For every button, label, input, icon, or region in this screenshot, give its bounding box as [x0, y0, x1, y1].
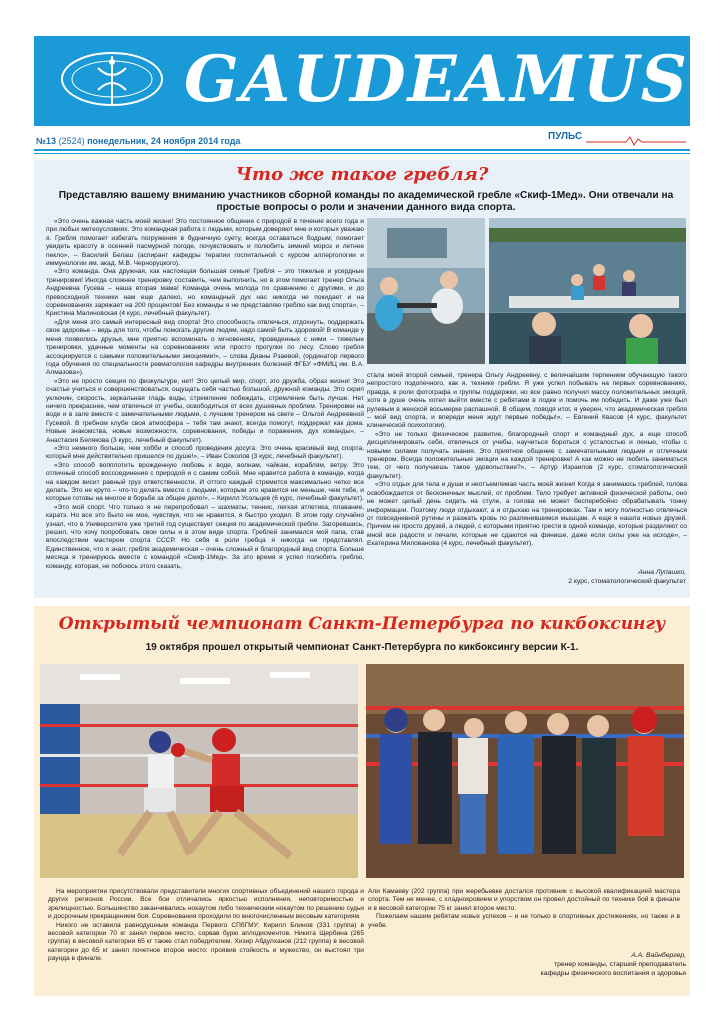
article-kickboxing — [34, 606, 690, 996]
issue-info: №13 (2524) понедельник, 24 ноября 2014 года — [36, 136, 241, 146]
photo-kickboxing-fight — [40, 664, 358, 878]
article-title: Что же такое гребля? — [235, 164, 489, 185]
article-lead: Представляю вашему вниманию участников сборной команды по академической гребле «Скиф-1Мед». Они отвечали на простые вопросы о роли и значении данного вида спорта. — [58, 190, 674, 213]
photo-rowing-training — [367, 218, 485, 364]
article-column-right: Али Камаеву (202 группа) при жеребьевке достался противник с высокой квалификацией мастера спорта. Тем не менее, с хладнокровием и упорством он провел достойный по технике бой в финале и в весовой категории 75 кг занял второе место. Пожелаем нашим ребятам новых успехов – и не только в спортивных достижениях, но также и в учебе. — [368, 888, 680, 929]
newspaper-title: GAUDEAMUS — [184, 42, 689, 117]
university-logo-icon — [58, 48, 166, 110]
pulse-line-icon — [586, 136, 686, 146]
article-column-right: стала моей второй семьей, тренера Ольгу Андреевну, с величайшим терпением обучающую такого непростого подопечного, как я, технике гребли. Я уже успел побывать на первых соревнованиях, правда, в роли фотографа и группы поддержки, но все равно получил массу положительных эмоций, хотя в душе очень хотел выйти вместе с ребятами в лодке и помочь им победить. И даже уже был рулевым в женской восьмерке распашной. В общем, поводя итог, я уверен, что академическая гребля – мой вид спорта, и впереди меня ждут первые победы!», – Евгений Квасов (4 курс, факультет клинической психологии). «Это не только физическое развитие, благородный спорт и командный дух, а еще способ дисциплинировать себя, отвлечься от учебы, научиться бороться с усталостью и ленью, чтобы с новыми силами получать знания. Это приятное общение с замечательными людьми и отличным тренером. Всегда положительные эмоции на каждой тренировке! А как можно не любить заниматься тем, от чего получаешь такое удовольствие?», – Артур Израилов (2 курс, стоматологический факультет). «Это отдых для тела и души и неотъемлемая часть моей жизни! Когда я занимаюсь греблей, голова освобождается от бесконечных мыслей, от проблем. Тело требует активной физической работы, оно не может целый день сидеть на стуле, а голова не может бесперебойно обрабатывать тонну информации. Поэтому люди отдыхают, а я отдыхаю на тренировках. Там я могу полностью отвлечься от повседневной рутины и разжать кровь по разленившимся мышцам. А еще я нашла новых друзей. Причем не просто друзей, а людей, с которыми приятно грести в одной команде, которые разделяют со мной все радости и печали, которые не сдаются на финише, даже если силы уже на исходе», – Екатерина Милованова (4 курс, лечебный факультет). — [367, 372, 687, 548]
article-lead: 19 октября прошел открытый чемпионат Санкт-Петербурга по кикбоксингу версии К-1. — [145, 642, 579, 653]
photo-rowing-team-boat — [489, 218, 686, 364]
article-rowing — [34, 160, 690, 598]
article-signature: Анна Лупашко, 2 курс, стоматологический факультет — [568, 569, 686, 585]
article-title: Открытый чемпионат Санкт-Петербурга по кикбоксингу — [58, 614, 666, 634]
header-rule-thin — [34, 153, 690, 154]
photo-kickboxing-team — [366, 664, 684, 878]
article-signature: А.А. Вайнбергер, тренер команды, старший преподаватель кафедры физического воспитания и здоровья — [540, 952, 686, 977]
masthead — [34, 36, 690, 126]
header-rule — [34, 149, 690, 151]
article-column-left: «Это очень важная часть моей жизни! Это постоянное общение с природой в течение всего года и при любых метеоусловиях. Это командная работа с людьми, которым доверяют мне и которых уважаю я. Гребля помогает избегать погружения в будничную суету, всегда оставаться бодрым; помогает увидеть красоту в осенней пасмурной погоде, почувствовать и полюбить зимний мороз и летнее пекло», – Василий Белаш (аспирант кафедры терапии госпитальной с курсом аллергологии и иммунологии им. акад. М.В. Черноруцкого). «Это команда. Она дружная, как настоящая большая семья! Гребля – это тяжелые и усердные тренировки! Иногда сложнее тренировку составить, чем выполнить, но в этом помогает тренер Ольга Андреевна Гусева – наша вторая мама! Команда очень молода по сравнению с другими, и до превосходной техники нам еще далеко, но командный дух нас никогда не покидает и на соревнованиях заряжает на 200 процентов! Без команды я не представляю греблю как вид спорта», – Кристина Малиновская (4 курс, лечебный факультет). «Для меня это самый интересный вид спорта! Это способность отвлечься, отдохнуть, поддержать свое здоровье – ведь для того, чтобы помогать другим людям, надо самой быть здоровой! В команде у меня появились друзья, мне приятно вспоминать о мгновениях, проведенных с ними – тяжелые тренировки, удачные моменты на соревнованиях или просто прогулки по лесу. Слово гребля ассоциируется с самыми положительными эмоциями!», – слова Дианы Рзаевой, (ординатор первого года обучения по специальности ревматология кафедры внутренних болезней ФГБУ «ФМИЦ им. В.А. Алмазова»). «Это не просто секция по физкультуре, нет! Это целый мир, спорт, это дружба, образ жизни! Это счастье учиться и совершенствоваться, ощущать себя частью большой, дружной команды. Это скрип уключин, скорость, зеркальная гладь воды, стремление побеждать, стремление быть лучше. Нет ничего прекраснее, чем отвлечься от учебы, освободиться от всех душевных проблем. Тренировки на воде и в зале вместе с замечательными людьми, с лучшим тренером на свете – Ольгой Андреевной Гусевой. В гребном клубе своя атмосфера – тебя там знают, всегда помогут, поддержат как дома. Новые знакомства, новые возможности, соревнования, победы и поражения, дух команды», – Анастасия Белякова (3 курс, лечебный факультет). «Это немного больше, чем хобби и способ проведения досуга. Это очень красивый вид спорта, который мне действительно пришелся по душе!», – Иван Соколов (3 курс, лечебный факультет). «Это способ вопплотить врожденную любовь к воде, волнам, чайкам, кораблям, ветру. Это отличный способ воссоединения с природой и с самим собой. Мне нравится работа в команде, когда на каждом висит равный груз ответственности. И оттого каждый стремится максимально четко все делать. Это не круто – что-то делать вместе с людьми, которым это нравится не меньше, чем тебе, и которые готовы на многое в борьбе за общее дело!», – Кирилл Усольцев (6 курс, лечебный факультет). «Это мой спорт. Что только я не перепробовал – шахматы, теннис, легкая атлетика, плавание, каратэ. Но все это было не мое, чувствуя, что не нравится, я быстро уходил. В этом году случайно узнал, что в Университете уже третий год существует секция по академической гребле. Загоревшись, решил, что хочу попробовать свои силы и в этом виде спорта. Греблей занимался мой папа, став впоследствии мастером спорта СССР. Но себя в роли гребца я никогда не представлял. Единственное, что я знал: гребля академическая – очень сложный и благородный вид спорта. Больше месяца я тренируюсь вместе с командой «Скиф-1Мед». За это время я успел полюбить греблю, команду, которая, не побоюсь этого сказать, — [46, 218, 364, 570]
rubric-label: ПУЛЬС — [548, 131, 583, 142]
article-column-left: На мероприятии присутствовали представители многих спортивных объединений нашего города и других регионов России. Все бои отличались яркостью исполнения, неповторимостью и зрелищностью. Большинство заканчивались нокаутом либо техническим нокаутом по решению судьи и досрочным прекращением боя. Соревнования проходили по многочисленным весовым категориям. Никого не оставила равнодушным команда Первого СПбГМУ: Кирилл Блинов (331 группа) в весовой категории 70 кг занял первое место, сорвав бурю аплодисментов. Никита Щербина (265 группа) в весовой категории 65 кг также стал победителем. Хизир Абдулханов (212 группа) в весовой категории до 65 кг занял почетное второе место: проявив стойкость и мужество, он выстоял три раунда в финале. — [48, 888, 364, 963]
